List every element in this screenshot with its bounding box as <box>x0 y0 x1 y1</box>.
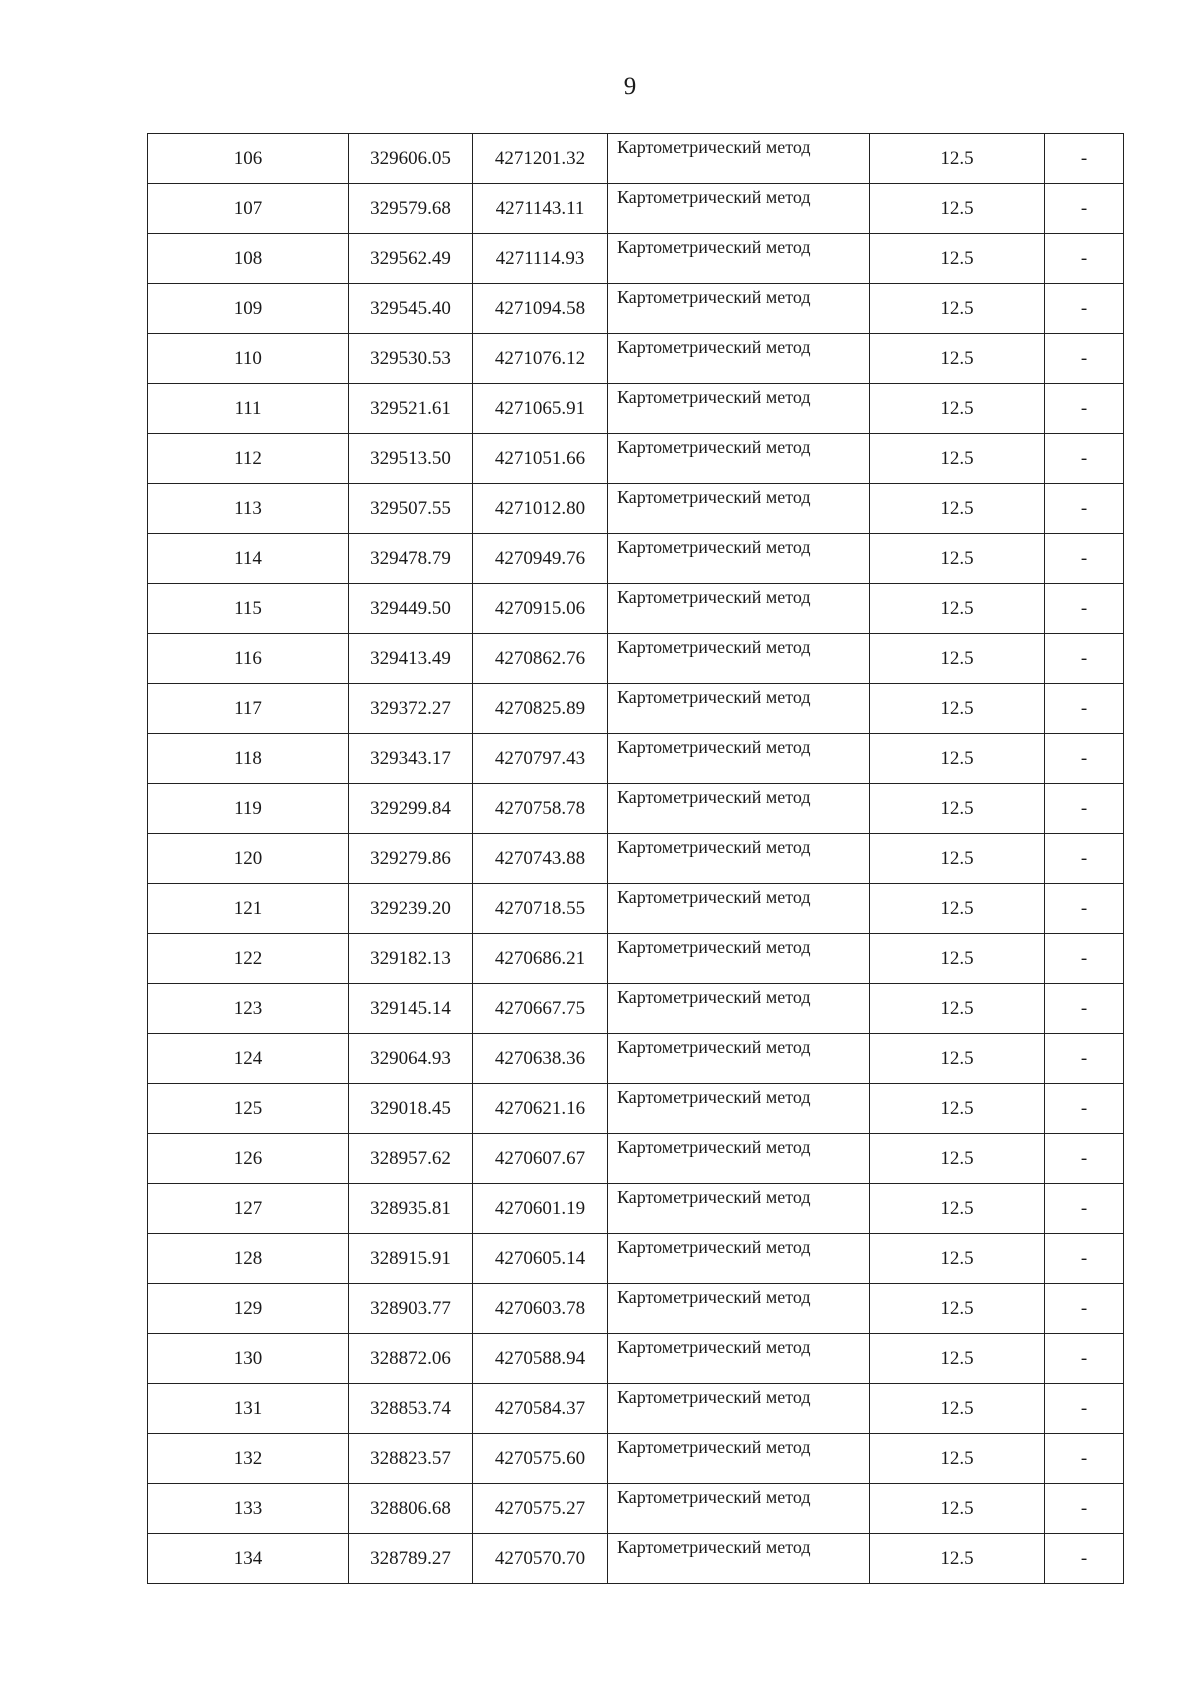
point-number-cell: 119 <box>148 784 349 834</box>
table-row <box>148 1234 1124 1284</box>
note-cell: - <box>1045 1484 1124 1534</box>
table-row <box>148 984 1124 1034</box>
table-row <box>148 1084 1124 1134</box>
table-row <box>148 934 1124 984</box>
point-number-cell: 106 <box>148 134 349 184</box>
method-cell: Картометрический метод <box>608 984 870 1034</box>
x-coordinate-cell: 328806.68 <box>349 1484 473 1534</box>
note-cell: - <box>1045 1534 1124 1584</box>
page-number: 9 <box>623 73 637 100</box>
table-row <box>148 334 1124 384</box>
table-row <box>148 1134 1124 1184</box>
x-coordinate-cell: 328935.81 <box>349 1184 473 1234</box>
accuracy-cell: 12.5 <box>870 984 1045 1034</box>
table-row <box>148 434 1124 484</box>
point-number-cell: 116 <box>148 634 349 684</box>
coordinates-table <box>147 133 1124 1584</box>
accuracy-cell: 12.5 <box>870 834 1045 884</box>
note-cell: - <box>1045 384 1124 434</box>
x-coordinate-cell: 329182.13 <box>349 934 473 984</box>
method-cell: Картометрический метод <box>608 1234 870 1284</box>
accuracy-cell: 12.5 <box>870 1384 1045 1434</box>
note-cell: - <box>1045 1034 1124 1084</box>
accuracy-cell: 12.5 <box>870 584 1045 634</box>
x-coordinate-cell: 329145.14 <box>349 984 473 1034</box>
note-cell: - <box>1045 1134 1124 1184</box>
note-cell: - <box>1045 234 1124 284</box>
accuracy-cell: 12.5 <box>870 434 1045 484</box>
x-coordinate-cell: 329545.40 <box>349 284 473 334</box>
y-coordinate-cell: 4271094.58 <box>473 284 608 334</box>
accuracy-cell: 12.5 <box>870 884 1045 934</box>
point-number-cell: 122 <box>148 934 349 984</box>
table-row <box>148 734 1124 784</box>
method-cell: Картометрический метод <box>608 184 870 234</box>
method-cell: Картометрический метод <box>608 284 870 334</box>
accuracy-cell: 12.5 <box>870 934 1045 984</box>
method-cell: Картометрический метод <box>608 1284 870 1334</box>
point-number-cell: 124 <box>148 1034 349 1084</box>
accuracy-cell: 12.5 <box>870 484 1045 534</box>
note-cell: - <box>1045 1084 1124 1134</box>
method-cell: Картометрический метод <box>608 384 870 434</box>
note-cell: - <box>1045 634 1124 684</box>
x-coordinate-cell: 329413.49 <box>349 634 473 684</box>
method-cell: Картометрический метод <box>608 334 870 384</box>
x-coordinate-cell: 329507.55 <box>349 484 473 534</box>
point-number-cell: 130 <box>148 1334 349 1384</box>
table-row <box>148 1184 1124 1234</box>
x-coordinate-cell: 328823.57 <box>349 1434 473 1484</box>
y-coordinate-cell: 4270915.06 <box>473 584 608 634</box>
table-row <box>148 1484 1124 1534</box>
table-row <box>148 184 1124 234</box>
accuracy-cell: 12.5 <box>870 1134 1045 1184</box>
y-coordinate-cell: 4271114.93 <box>473 234 608 284</box>
table-row <box>148 684 1124 734</box>
note-cell: - <box>1045 784 1124 834</box>
table-row <box>148 534 1124 584</box>
method-cell: Картометрический метод <box>608 484 870 534</box>
table-row <box>148 484 1124 534</box>
method-cell: Картометрический метод <box>608 434 870 484</box>
note-cell: - <box>1045 284 1124 334</box>
table-row <box>148 1334 1124 1384</box>
y-coordinate-cell: 4270584.37 <box>473 1384 608 1434</box>
note-cell: - <box>1045 834 1124 884</box>
note-cell: - <box>1045 984 1124 1034</box>
x-coordinate-cell: 329239.20 <box>349 884 473 934</box>
point-number-cell: 132 <box>148 1434 349 1484</box>
accuracy-cell: 12.5 <box>870 534 1045 584</box>
point-number-cell: 107 <box>148 184 349 234</box>
point-number-cell: 133 <box>148 1484 349 1534</box>
y-coordinate-cell: 4270603.78 <box>473 1284 608 1334</box>
table-row <box>148 1034 1124 1084</box>
y-coordinate-cell: 4270570.70 <box>473 1534 608 1584</box>
y-coordinate-cell: 4271143.11 <box>473 184 608 234</box>
x-coordinate-cell: 329279.86 <box>349 834 473 884</box>
note-cell: - <box>1045 534 1124 584</box>
accuracy-cell: 12.5 <box>870 1084 1045 1134</box>
point-number-cell: 129 <box>148 1284 349 1334</box>
y-coordinate-cell: 4270743.88 <box>473 834 608 884</box>
table-row <box>148 284 1124 334</box>
y-coordinate-cell: 4271065.91 <box>473 384 608 434</box>
method-cell: Картометрический метод <box>608 734 870 784</box>
method-cell: Картометрический метод <box>608 1384 870 1434</box>
x-coordinate-cell: 329521.61 <box>349 384 473 434</box>
method-cell: Картометрический метод <box>608 1084 870 1134</box>
point-number-cell: 115 <box>148 584 349 634</box>
note-cell: - <box>1045 584 1124 634</box>
table-row <box>148 1434 1124 1484</box>
point-number-cell: 112 <box>148 434 349 484</box>
x-coordinate-cell: 328872.06 <box>349 1334 473 1384</box>
table-row <box>148 1384 1124 1434</box>
method-cell: Картометрический метод <box>608 834 870 884</box>
note-cell: - <box>1045 334 1124 384</box>
method-cell: Картометрический метод <box>608 884 870 934</box>
coordinates-table-body <box>148 134 1124 1584</box>
y-coordinate-cell: 4271201.32 <box>473 134 608 184</box>
x-coordinate-cell: 328853.74 <box>349 1384 473 1434</box>
method-cell: Картометрический метод <box>608 1484 870 1534</box>
x-coordinate-cell: 329478.79 <box>349 534 473 584</box>
method-cell: Картометрический метод <box>608 134 870 184</box>
y-coordinate-cell: 4270575.27 <box>473 1484 608 1534</box>
point-number-cell: 127 <box>148 1184 349 1234</box>
y-coordinate-cell: 4270621.16 <box>473 1084 608 1134</box>
y-coordinate-cell: 4270607.67 <box>473 1134 608 1184</box>
y-coordinate-cell: 4271012.80 <box>473 484 608 534</box>
x-coordinate-cell: 328915.91 <box>349 1234 473 1284</box>
note-cell: - <box>1045 1184 1124 1234</box>
accuracy-cell: 12.5 <box>870 234 1045 284</box>
x-coordinate-cell: 329579.68 <box>349 184 473 234</box>
method-cell: Картометрический метод <box>608 1534 870 1584</box>
y-coordinate-cell: 4271051.66 <box>473 434 608 484</box>
point-number-cell: 114 <box>148 534 349 584</box>
point-number-cell: 121 <box>148 884 349 934</box>
accuracy-cell: 12.5 <box>870 1234 1045 1284</box>
x-coordinate-cell: 328903.77 <box>349 1284 473 1334</box>
x-coordinate-cell: 329449.50 <box>349 584 473 634</box>
accuracy-cell: 12.5 <box>870 384 1045 434</box>
method-cell: Картометрический метод <box>608 784 870 834</box>
table-row <box>148 584 1124 634</box>
point-number-cell: 109 <box>148 284 349 334</box>
x-coordinate-cell: 329299.84 <box>349 784 473 834</box>
note-cell: - <box>1045 884 1124 934</box>
method-cell: Картометрический метод <box>608 684 870 734</box>
note-cell: - <box>1045 134 1124 184</box>
x-coordinate-cell: 328789.27 <box>349 1534 473 1584</box>
accuracy-cell: 12.5 <box>870 1434 1045 1484</box>
y-coordinate-cell: 4270601.19 <box>473 1184 608 1234</box>
method-cell: Картометрический метод <box>608 1184 870 1234</box>
table-row <box>148 134 1124 184</box>
note-cell: - <box>1045 1284 1124 1334</box>
method-cell: Картометрический метод <box>608 1334 870 1384</box>
y-coordinate-cell: 4270949.76 <box>473 534 608 584</box>
method-cell: Картометрический метод <box>608 234 870 284</box>
x-coordinate-cell: 329343.17 <box>349 734 473 784</box>
y-coordinate-cell: 4270638.36 <box>473 1034 608 1084</box>
note-cell: - <box>1045 734 1124 784</box>
x-coordinate-cell: 329606.05 <box>349 134 473 184</box>
note-cell: - <box>1045 1334 1124 1384</box>
point-number-cell: 111 <box>148 384 349 434</box>
table-row <box>148 634 1124 684</box>
x-coordinate-cell: 328957.62 <box>349 1134 473 1184</box>
accuracy-cell: 12.5 <box>870 1484 1045 1534</box>
point-number-cell: 134 <box>148 1534 349 1584</box>
point-number-cell: 123 <box>148 984 349 1034</box>
y-coordinate-cell: 4270686.21 <box>473 934 608 984</box>
y-coordinate-cell: 4270825.89 <box>473 684 608 734</box>
point-number-cell: 128 <box>148 1234 349 1284</box>
point-number-cell: 113 <box>148 484 349 534</box>
accuracy-cell: 12.5 <box>870 134 1045 184</box>
table-row <box>148 384 1124 434</box>
point-number-cell: 131 <box>148 1384 349 1434</box>
accuracy-cell: 12.5 <box>870 184 1045 234</box>
y-coordinate-cell: 4270667.75 <box>473 984 608 1034</box>
accuracy-cell: 12.5 <box>870 1184 1045 1234</box>
accuracy-cell: 12.5 <box>870 1534 1045 1584</box>
note-cell: - <box>1045 1234 1124 1284</box>
accuracy-cell: 12.5 <box>870 334 1045 384</box>
point-number-cell: 110 <box>148 334 349 384</box>
accuracy-cell: 12.5 <box>870 1284 1045 1334</box>
y-coordinate-cell: 4270588.94 <box>473 1334 608 1384</box>
note-cell: - <box>1045 1434 1124 1484</box>
point-number-cell: 108 <box>148 234 349 284</box>
note-cell: - <box>1045 484 1124 534</box>
y-coordinate-cell: 4270862.76 <box>473 634 608 684</box>
table-row <box>148 1284 1124 1334</box>
method-cell: Картометрический метод <box>608 634 870 684</box>
note-cell: - <box>1045 684 1124 734</box>
accuracy-cell: 12.5 <box>870 284 1045 334</box>
point-number-cell: 120 <box>148 834 349 884</box>
y-coordinate-cell: 4271076.12 <box>473 334 608 384</box>
table-row <box>148 234 1124 284</box>
table-row <box>148 884 1124 934</box>
table-row <box>148 1534 1124 1584</box>
point-number-cell: 117 <box>148 684 349 734</box>
point-number-cell: 118 <box>148 734 349 784</box>
point-number-cell: 125 <box>148 1084 349 1134</box>
x-coordinate-cell: 329018.45 <box>349 1084 473 1134</box>
method-cell: Картометрический метод <box>608 534 870 584</box>
x-coordinate-cell: 329513.50 <box>349 434 473 484</box>
accuracy-cell: 12.5 <box>870 1334 1045 1384</box>
x-coordinate-cell: 329562.49 <box>349 234 473 284</box>
x-coordinate-cell: 329372.27 <box>349 684 473 734</box>
method-cell: Картометрический метод <box>608 934 870 984</box>
method-cell: Картометрический метод <box>608 584 870 634</box>
x-coordinate-cell: 329530.53 <box>349 334 473 384</box>
accuracy-cell: 12.5 <box>870 784 1045 834</box>
table-row <box>148 834 1124 884</box>
note-cell: - <box>1045 934 1124 984</box>
x-coordinate-cell: 329064.93 <box>349 1034 473 1084</box>
accuracy-cell: 12.5 <box>870 734 1045 784</box>
accuracy-cell: 12.5 <box>870 634 1045 684</box>
y-coordinate-cell: 4270575.60 <box>473 1434 608 1484</box>
table-row <box>148 784 1124 834</box>
y-coordinate-cell: 4270797.43 <box>473 734 608 784</box>
note-cell: - <box>1045 184 1124 234</box>
method-cell: Картометрический метод <box>608 1034 870 1084</box>
point-number-cell: 126 <box>148 1134 349 1184</box>
y-coordinate-cell: 4270758.78 <box>473 784 608 834</box>
y-coordinate-cell: 4270605.14 <box>473 1234 608 1284</box>
accuracy-cell: 12.5 <box>870 684 1045 734</box>
note-cell: - <box>1045 1384 1124 1434</box>
accuracy-cell: 12.5 <box>870 1034 1045 1084</box>
y-coordinate-cell: 4270718.55 <box>473 884 608 934</box>
method-cell: Картометрический метод <box>608 1434 870 1484</box>
method-cell: Картометрический метод <box>608 1134 870 1184</box>
note-cell: - <box>1045 434 1124 484</box>
